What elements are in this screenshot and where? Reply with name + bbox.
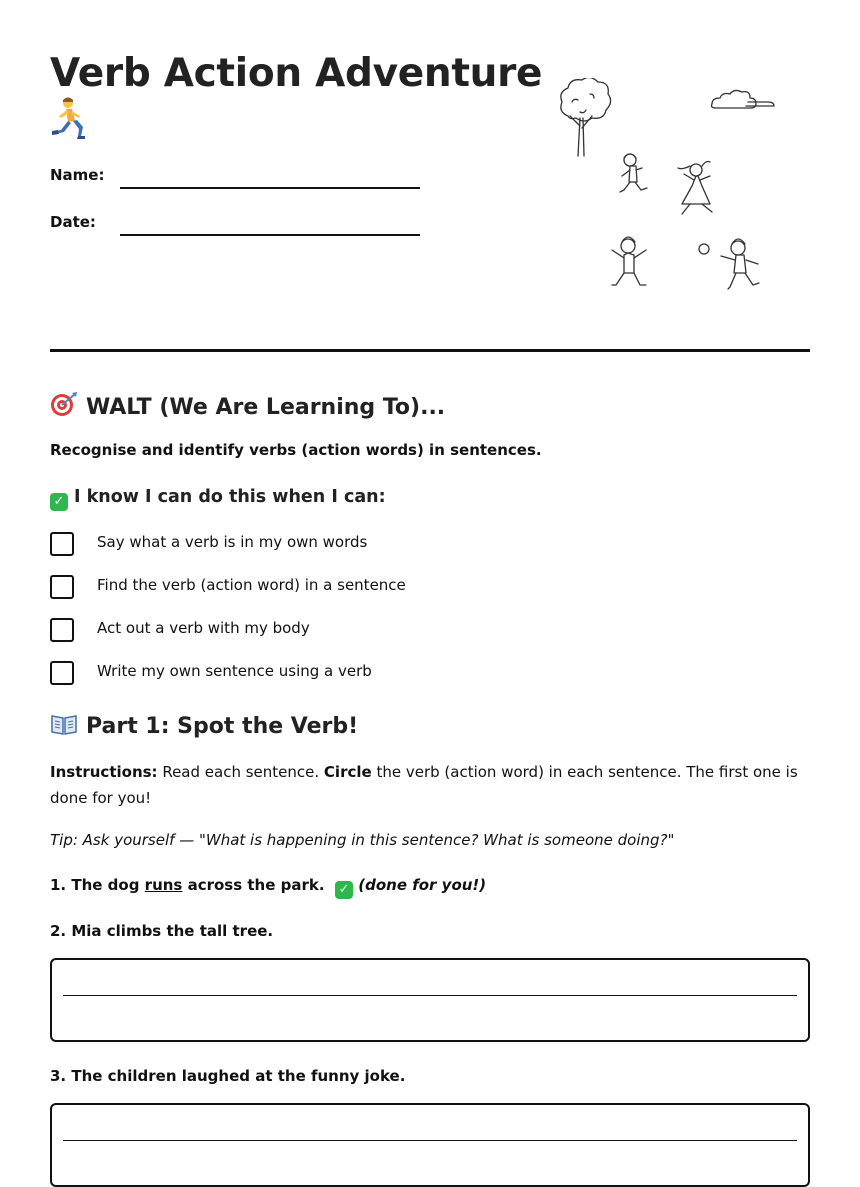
person-running-icon (50, 96, 96, 142)
done-note: (done for you!) (358, 876, 487, 894)
child-running-illustration-1 (620, 154, 647, 192)
open-book-icon (50, 712, 78, 736)
success-criteria-heading-text: I know I can do this when I can: (74, 487, 386, 507)
tip-text: Tip: Ask yourself — "What is happening in this sentence? What is someone doing?" (50, 831, 675, 849)
name-label: Name: (50, 166, 105, 184)
instructions-text-b: the verb (action word) in each sentence. The first one is done for you! (50, 763, 798, 807)
child-jumping-illustration-1 (612, 237, 646, 285)
question-1-verb: runs (144, 876, 183, 894)
instructions (50, 759, 810, 811)
answer-box-3[interactable] (50, 1103, 810, 1187)
criteria-label: Write my own sentence using a verb (97, 662, 372, 680)
question-3: 3. The children laughed at the funny joke. (50, 1067, 406, 1085)
part1-heading-text: Part 1: Spot the Verb! (86, 714, 359, 739)
instructions-text-a: Read each sentence. (157, 763, 324, 781)
question-1-prefix: 1. The dog (50, 876, 145, 894)
section-divider (50, 349, 810, 352)
criteria-label: Act out a verb with my body (97, 619, 310, 637)
question-1-suffix: across the park. (182, 876, 325, 894)
question-1 (50, 876, 486, 899)
criteria-checkbox[interactable] (50, 661, 74, 685)
children-playing-illustration (550, 78, 790, 318)
check-mark-icon: ✓ (50, 493, 68, 511)
criteria-label: Find the verb (action word) in a sentence (97, 576, 406, 594)
date-field[interactable] (120, 234, 420, 236)
instructions-circle: Circle (323, 763, 372, 781)
criteria-checkbox[interactable] (50, 532, 74, 556)
instructions-label: Instructions: (50, 763, 158, 781)
child-running-illustration-3 (721, 239, 759, 289)
criteria-checkbox[interactable] (50, 575, 74, 599)
answer-box-2[interactable] (50, 958, 810, 1042)
criteria-label: Say what a verb is in my own words (97, 533, 368, 551)
walt-heading-text: WALT (We Are Learning To)... (86, 395, 446, 420)
walt-goal: Recognise and identify verbs (action words) in sentences. (50, 441, 542, 459)
answer-line (63, 995, 797, 996)
criteria-checkbox[interactable] (50, 618, 74, 642)
date-label: Date: (50, 213, 96, 231)
walt-heading (50, 391, 445, 420)
check-mark-icon: ✓ (335, 881, 353, 899)
target-icon (50, 391, 78, 417)
question-2: 2. Mia climbs the tall tree. (50, 922, 274, 940)
success-criteria-heading (50, 487, 386, 511)
ball-illustration (699, 244, 709, 254)
tree-illustration (561, 78, 611, 156)
part1-heading (50, 712, 358, 739)
name-field[interactable] (120, 187, 420, 189)
answer-line (63, 1140, 797, 1141)
page-title: Verb Action Adventure (50, 51, 543, 96)
child-running-illustration-2 (678, 162, 712, 215)
cloud-illustration (712, 90, 775, 108)
